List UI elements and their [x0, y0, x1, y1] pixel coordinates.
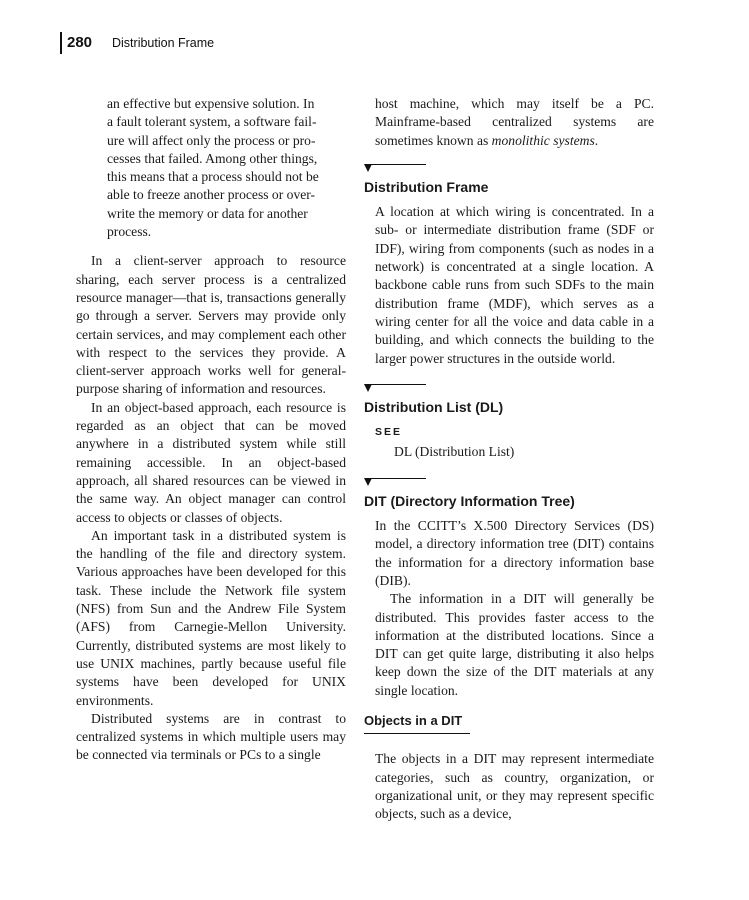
continuation-end: .: [594, 132, 599, 148]
triangle-marker-icon: [364, 384, 372, 392]
entry-marker: [364, 164, 654, 175]
running-header: [60, 30, 420, 54]
entry-term: Distribution List (DL): [364, 398, 504, 415]
subheading: Objects in a DIT: [364, 713, 463, 729]
continuation-line: cesses that failed. Among other things,: [107, 150, 318, 166]
continuation-line: able to freeze another process or over-: [107, 187, 316, 203]
paragraph-client-server: In a client-server approach to resource sharing, each server process is a centralized resource manager—that is, transactions generally go through a server. Servers may provide only certain services, and may complement each other with respect to the services they provide. A client-server approach works well for general-purpose sharing of information and resources.: [76, 253, 346, 397]
entry-definition-continued: The information in a DIT will generally be distributed. This provides faster access to the information at the distributed locations. Since a DIT can get quite large, distributing it also helps keep down the size of the DIT materials at any single location.: [375, 591, 654, 698]
marker-rule: [370, 164, 426, 165]
entry-distribution-list: [364, 384, 654, 462]
subheading-paragraph: The objects in a DIT may represent intermediate categories, such as country, organization, or organizational unit, or they may represent specific objects, such as a device,: [375, 751, 654, 822]
continuation-line: process.: [107, 224, 152, 240]
continuation-block: [76, 95, 346, 241]
entry-dit: [364, 478, 654, 824]
triangle-marker-icon: [364, 164, 372, 172]
right-column: [364, 95, 654, 824]
continuation-line: an effective but expensive solution. In: [107, 96, 315, 111]
page-number: 280: [67, 34, 93, 51]
marker-rule: [370, 384, 426, 385]
continuation-line: this means that a process should not be: [107, 169, 319, 185]
entry-marker: [364, 478, 654, 489]
entry-marker: [364, 384, 654, 395]
paragraph-centralized: Distributed systems are in contrast to centralized systems in which multiple users may be connected via terminals or PCs to a single: [76, 710, 346, 763]
entry-term: Distribution Frame: [364, 178, 489, 195]
entry-definition: A location at which wiring is concentrated. In a sub- or intermediate distribution frame (SDF or IDF), wiring from components (such as nodes in a network) is concentrated at a single location. A backbone cable runs from such SDFs to the main distribution frame (MDF), which serves as a wiring center for all the voice and data cable in a building, and which connects the building to the larger power structures in the outside world.: [375, 204, 654, 366]
continuation-line: ure will affect only the process or pro-: [107, 132, 316, 148]
entry-distribution-frame: [364, 164, 654, 368]
subheading-rule: [364, 733, 470, 734]
header-rule: [60, 32, 62, 54]
left-column: [76, 95, 346, 765]
see-target: DL (Distribution List): [394, 444, 515, 460]
see-label: SEE: [375, 426, 403, 439]
entry-definition: In the CCITT’s X.500 Directory Services (DS) model, a directory information tree (DIT) contains the information for a directory information base (DIB).: [375, 518, 654, 588]
continuation-line: a fault tolerant system, a software fail-: [107, 114, 317, 130]
continuation-line: write the memory or data for another: [107, 205, 308, 221]
italic-term: monolithic systems: [491, 132, 595, 148]
triangle-marker-icon: [364, 478, 372, 486]
continuation-text: host machine, which may itself be a PC. Mainframe-based centralized systems are sometimes known as: [375, 96, 654, 148]
continuation-paragraph: [364, 95, 654, 150]
entry-term: DIT (Directory Information Tree): [364, 492, 575, 509]
running-title: Distribution Frame: [112, 36, 215, 50]
paragraph-file-system: An important task in a distributed system is the handling of the file and directory system. Various approaches have been developed for this task. These include the Network file system (NFS) from Sun and the Andrew File System (AFS) from Carnegie-Mellon University. Currently, distributed systems are most likely to use UNIX machines, partly because useful file systems have been developed for UNIX environments.: [76, 527, 346, 708]
paragraph-object-based: In an object-based approach, each resource is regarded as an object that can be moved anywhere in a distributed system while still remaining accessible. In an object-based approach, all shared resources can be viewed in the same way. An object manager can control access to objects or classes of objects.: [76, 399, 346, 525]
marker-rule: [370, 478, 426, 479]
